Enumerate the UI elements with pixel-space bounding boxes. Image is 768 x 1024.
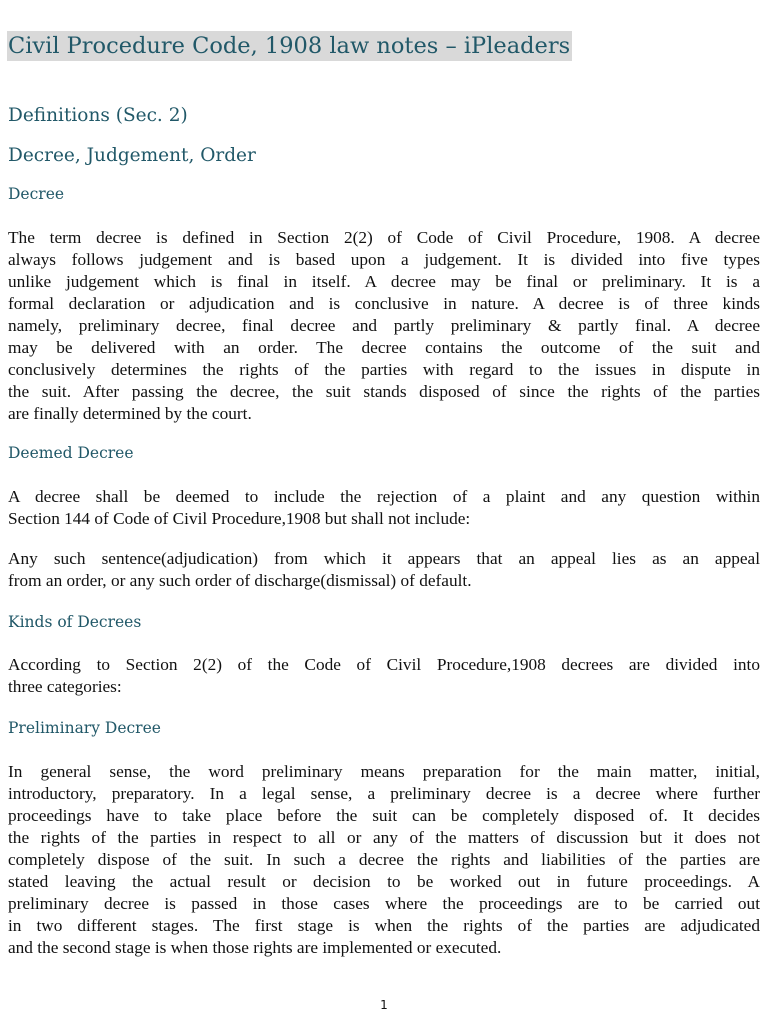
kinds-of-decrees-heading: Kinds of Decrees bbox=[8, 613, 142, 631]
paragraph-line: the suit. After passing the decree, the suit stands disposed of since the rights of the parties bbox=[8, 382, 760, 401]
paragraph-line: namely, preliminary decree, final decree and partly preliminary & partly final. A decree bbox=[8, 316, 760, 335]
paragraph-line: Any such sentence(adjudication) from which it appears that an appeal lies as an appeal bbox=[8, 549, 760, 568]
definitions-heading: Definitions (Sec. 2) bbox=[8, 105, 188, 126]
paragraph-line: proceedings have to take place before the suit can be completely disposed of. It decides bbox=[8, 806, 760, 825]
deemed-decree-paragraph-2 bbox=[8, 548, 760, 592]
paragraph-line: A decree shall be deemed to include the rejection of a plaint and any question within bbox=[8, 487, 760, 506]
page-number: 1 bbox=[380, 998, 388, 1012]
paragraph-line: stated leaving the actual result or decision to be worked out in future proceedings. A bbox=[8, 872, 760, 891]
paragraph-line: The term decree is defined in Section 2(2) of Code of Civil Procedure, 1908. A decree bbox=[8, 228, 760, 247]
paragraph-line: from an order, or any such order of discharge(dismissal) of default. bbox=[8, 571, 472, 590]
kinds-of-decrees-paragraph bbox=[8, 654, 760, 698]
paragraph-line: always follows judgement and is based upon a judgement. It is divided into five types bbox=[8, 250, 760, 269]
document-title: Civil Procedure Code, 1908 law notes – iPleaders bbox=[8, 33, 571, 59]
paragraph-line: three categories: bbox=[8, 677, 122, 696]
paragraph-line: introductory, preparatory. In a legal sense, a preliminary decree is a decree where further bbox=[8, 784, 760, 803]
deemed-decree-heading: Deemed Decree bbox=[8, 444, 134, 462]
paragraph-line: the rights of the parties in respect to all or any of the matters of discussion but it does not bbox=[8, 828, 760, 847]
paragraph-line: conclusively determines the rights of the parties with regard to the issues in dispute in bbox=[8, 360, 760, 379]
paragraph-line: According to Section 2(2) of the Code of Civil Procedure,1908 decrees are divided into bbox=[8, 655, 760, 674]
paragraph-line: unlike judgement which is final in itself. A decree may be final or preliminary. It is a bbox=[8, 272, 760, 291]
paragraph-line: completely dispose of the suit. In such a decree the rights and liabilities of the parties are bbox=[8, 850, 760, 869]
preliminary-decree-heading: Preliminary Decree bbox=[8, 719, 161, 737]
decree-judgement-order-heading: Decree, Judgement, Order bbox=[8, 145, 256, 166]
paragraph-line: Section 144 of Code of Civil Procedure,1908 but shall not include: bbox=[8, 509, 471, 528]
paragraph-line: may be delivered with an order. The decree contains the outcome of the suit and bbox=[8, 338, 760, 357]
paragraph-line: preliminary decree is passed in those cases where the proceedings are to be carried out bbox=[8, 894, 760, 913]
deemed-decree-paragraph-1 bbox=[8, 486, 760, 530]
paragraph-line: are finally determined by the court. bbox=[8, 404, 252, 423]
paragraph-line: In general sense, the word preliminary means preparation for the main matter, initial, bbox=[8, 762, 760, 781]
decree-heading: Decree bbox=[8, 185, 65, 203]
decree-paragraph bbox=[8, 227, 760, 425]
preliminary-decree-paragraph bbox=[8, 761, 760, 959]
paragraph-line: in two different stages. The first stage is when the rights of the parties are adjudicated bbox=[8, 916, 760, 935]
paragraph-line: formal declaration or adjudication and is conclusive in nature. A decree is of three kinds bbox=[8, 294, 760, 313]
paragraph-line: and the second stage is when those rights are implemented or executed. bbox=[8, 938, 502, 957]
